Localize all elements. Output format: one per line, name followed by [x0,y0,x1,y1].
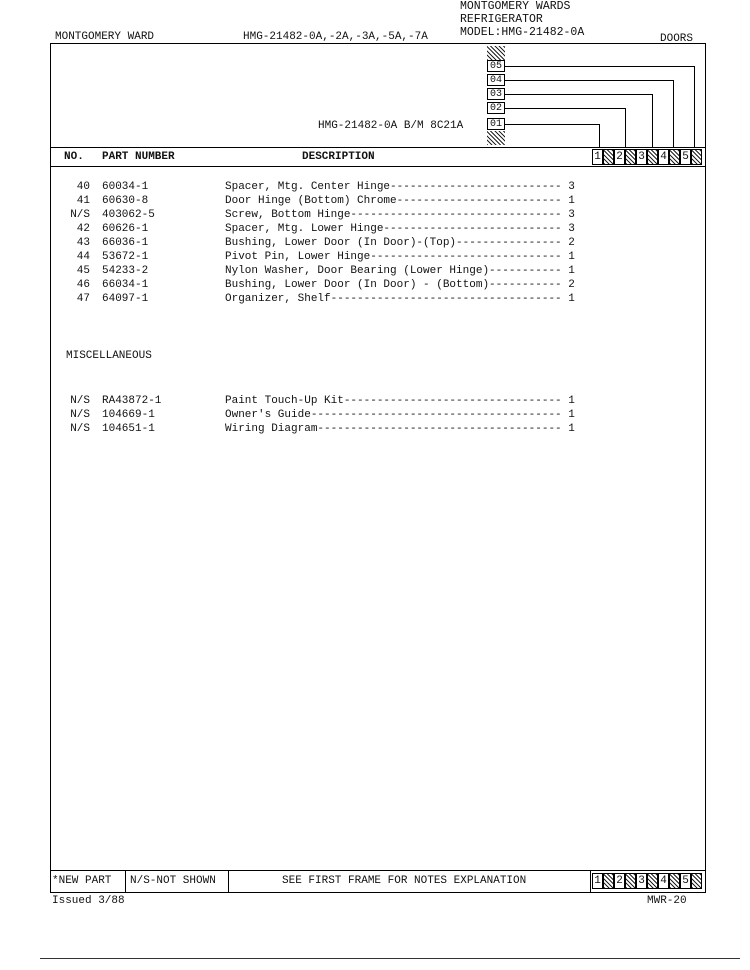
col-num-3: 3 [636,873,647,889]
footer-rule [50,870,706,871]
connector-01-down [599,124,600,148]
col-shade [669,149,680,165]
option-ladder-bottom-shade [487,131,505,145]
connector-05-down [694,66,695,148]
col-shade [669,873,680,889]
model-code: HMG-21482-0A B/M 8C21A [318,120,464,132]
col-shade [691,149,702,165]
notes-explanation: SEE FIRST FRAME FOR NOTES EXPLANATION [282,875,527,887]
col-num-3: 3 [636,149,647,165]
connector-05 [505,66,694,67]
section-title: DOORS [660,33,694,45]
col-shade [647,149,658,165]
title-line-3: MODEL:HMG-21482-0A [460,26,585,39]
col-num-1: 1 [592,873,603,889]
option-box-03: 03 [487,88,505,100]
issue-date: Issued 3/88 [52,895,125,907]
col-shade [603,873,614,889]
bottom-edge-line [40,958,740,959]
connector-04 [505,80,673,81]
option-box-05: 05 [487,60,505,72]
footer-divider [125,870,126,893]
col-num-1: 1 [592,149,603,165]
col-header-part-number: PART NUMBER [102,151,175,163]
option-box-04: 04 [487,74,505,86]
col-num-2: 2 [614,149,625,165]
col-header-no: NO. [64,151,84,163]
connector-03-down [652,94,653,148]
col-shade [603,149,614,165]
col-num-5: 5 [680,149,691,165]
page-frame [50,43,706,893]
col-shade [625,873,636,889]
col-num-2: 2 [614,873,625,889]
header-rule-top [50,147,706,148]
brand-name: MONTGOMERY WARD [55,31,155,43]
connector-01 [505,124,599,125]
title-line-1: MONTGOMERY WARDS [460,0,571,13]
col-num-5: 5 [680,873,691,889]
footer-divider [590,870,591,893]
model-list: HMG-21482-0A,-2A,-3A,-5A,-7A [243,31,428,43]
col-header-description: DESCRIPTION [302,151,375,163]
col-num-4: 4 [658,873,669,889]
connector-02-down [625,108,626,148]
title-line-2: REFRIGERATOR [460,13,543,26]
option-ladder-top-shade [487,46,505,60]
option-box-02: 02 [487,102,505,114]
page-code: MWR-20 [647,895,687,907]
col-shade [691,873,702,889]
col-shade [625,149,636,165]
header-rule-bottom [50,166,706,167]
col-shade [647,873,658,889]
option-box-01: 01 [487,118,505,130]
connector-03 [505,94,652,95]
connector-02 [505,108,625,109]
legend-new-part: *NEW PART [52,875,112,887]
misc-heading: MISCELLANEOUS [66,350,152,362]
col-num-4: 4 [658,149,669,165]
legend-not-shown: N/S-NOT SHOWN [130,875,216,887]
catalog-title [460,0,584,39]
connector-04-down [673,80,674,148]
footer-divider [228,870,229,893]
